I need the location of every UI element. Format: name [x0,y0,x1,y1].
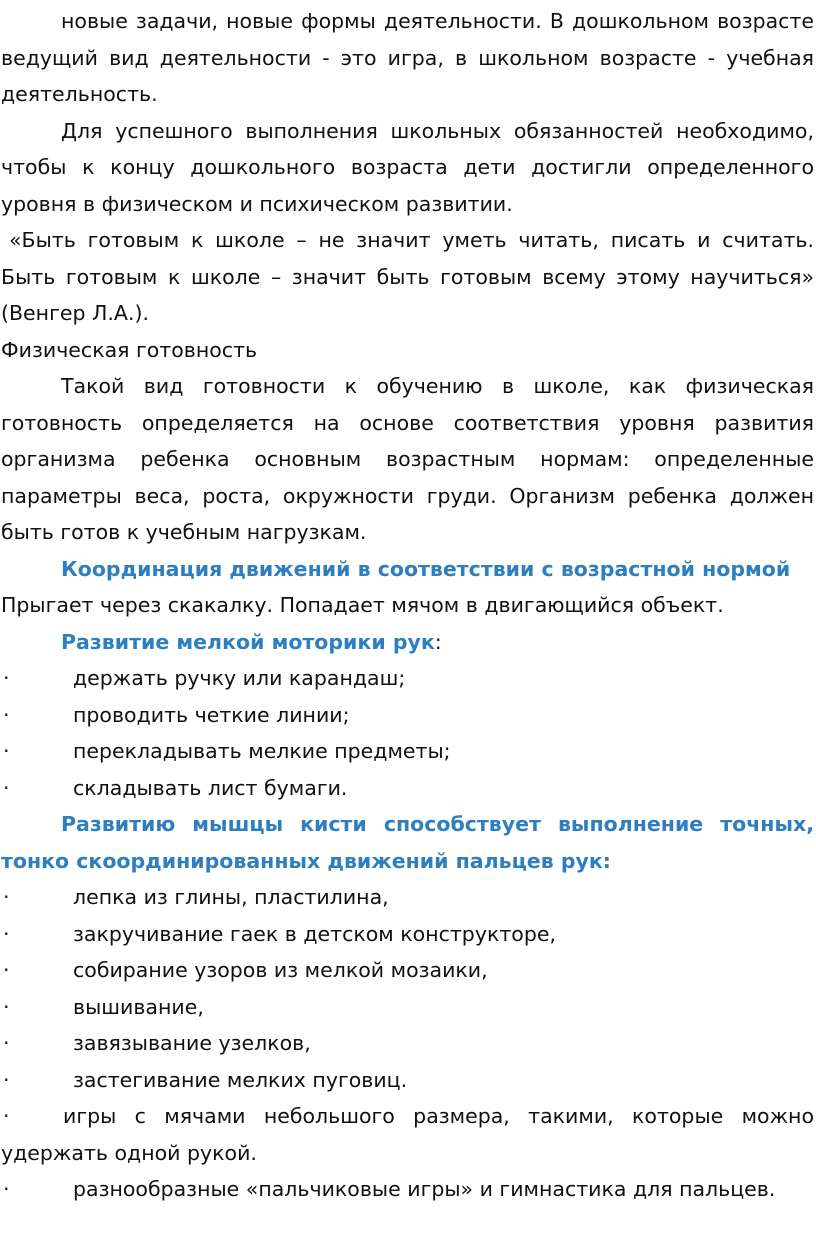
list-item: · завязывание узелков, [1,1025,814,1062]
muscle-heading: Развитию мышцы кисти способствует выполнение точных, тонко скоординированных движений пальцев рук: [1,812,814,873]
list-item: · вышивание, [1,989,814,1026]
venger-quote-paragraph: «Быть готовым к школе – не значит уметь читать, писать и считать. Быть готовым к школе – значит быть готовым всему этому научиться» (Венгер Л.А.). [1,228,814,325]
bullet-icon: · [3,775,10,800]
list-item: · проводить четкие линии; [1,697,814,734]
list-item: · лепка из глины, пластилина, [1,879,814,916]
bullet-icon: · [3,958,10,982]
physical-readiness-paragraph: Такой вид готовности к обучению в школе, как физическая готовность определяется на основе соответствия уровня развития организма ребенка основным возрастным нормам: определенные параметры веса, роста, окружности груди. Организм ребенка должен быть готов к учебным нагрузкам. [1,374,814,544]
bullet-icon: · [3,1067,10,1092]
bullet-icon: · [3,666,10,690]
list-item: · перекладывать мелкие предметы; [1,733,814,770]
intro-paragraph: новые задачи, новые формы деятельности. В дошкольном возрасте ведущий вид деятельности - это игра, в школьном возрасте - учебная деятельность. [1,9,814,106]
physical-readiness-heading: Физическая готовность [1,337,258,362]
bullet-icon: · [3,702,10,727]
bullet-icon: · [3,885,10,909]
list-item-ball-games: · игры с мячами небольшого размера, такими, которые можно удержать одной рукой. [1,1098,814,1171]
list-item: · держать ручку или карандаш; [1,660,814,697]
fine-motor-colon: : [434,629,442,654]
bullet-icon: · [3,1104,10,1128]
list-item: · закручивание гаек в детском конструкторе, [1,916,814,953]
bullet-icon: · [3,921,10,946]
school-duties-paragraph: Для успешного выполнения школьных обязанностей необходимо, чтобы к концу дошкольного возраста дети достигли определенного уровня в физическом и психическом развитии. [1,118,814,216]
bullet-icon: · [3,1177,10,1201]
list-item: · застегивание мелких пуговиц. [1,1062,814,1099]
list-item: · собирание узоров из мелкой мозаики, [1,952,814,989]
fine-motor-list [1,660,814,806]
coordination-heading: Координация движений в соответствии с возрастной нормой [61,556,791,581]
coordination-text: Прыгает через скакалку. Попадает мячом в двигающийся объект. [1,593,724,617]
bullet-icon: · [3,739,10,763]
list-item: · складывать лист бумаги. [1,770,814,807]
fine-motor-heading-line [1,624,814,661]
fine-motor-heading: Развитие мелкой моторики рук [61,629,435,654]
bullet-icon: · [3,994,10,1019]
bullet-icon: · [3,1031,10,1055]
muscle-list [1,879,814,1098]
list-item-finger-games: · разнообразные «пальчиковые игры» и гимнастика для пальцев. [1,1171,814,1208]
